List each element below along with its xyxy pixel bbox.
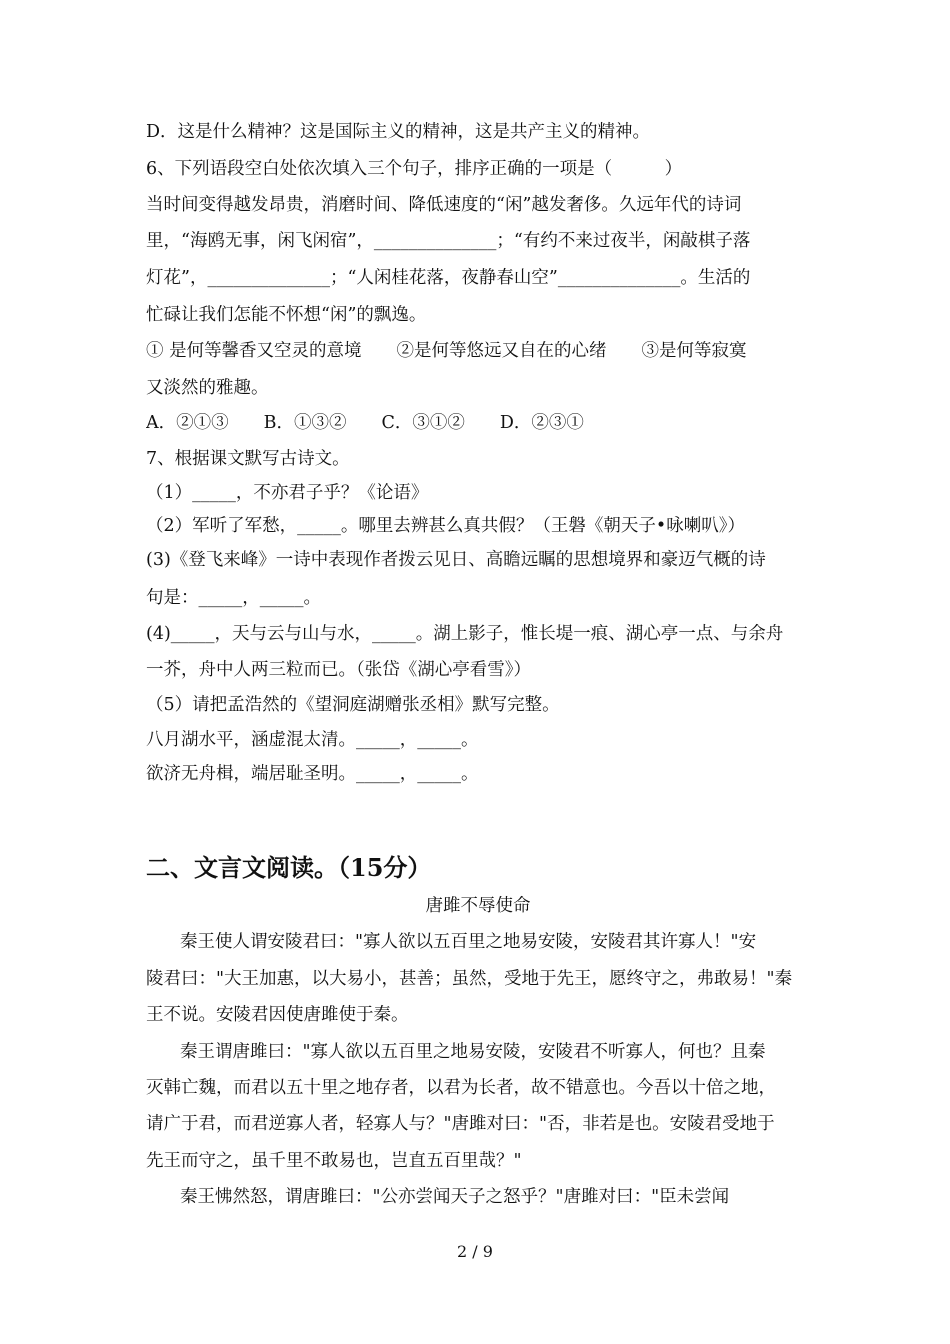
- page-number: 2 / 9: [457, 1242, 493, 1261]
- q5-option-d: D．这是什么精神？这是国际主义的精神，这是共产主义的精神。: [146, 122, 651, 142]
- passage-line: 灭韩亡魏，而君以五十里之地存者，以君为长者，故不错意也。今吾以十倍之地，: [146, 1078, 776, 1098]
- q7-item: 一芥，舟中人两三粒而已。（张岱《湖心亭看雪》）: [146, 660, 531, 680]
- q7-stem: 7、根据课文默写古诗文。: [146, 449, 350, 469]
- q6-passage-line: 里，“海鸥无事，闲飞闲宿”，______________；“有约不来过夜半，闲敲棋子落: [146, 231, 751, 251]
- q7-item: (4)_____，天与云与山与水，_____。湖上影子，惟长堤一痕、湖心亭一点、与余舟: [146, 624, 784, 644]
- section-heading: 二、文言文阅读。（15分）: [146, 853, 432, 882]
- q6-sentences: ① 是何等馨香又空灵的意境 ②是何等悠远又自在的心绪 ③是何等寂寞: [146, 341, 747, 361]
- passage-line: 陵君曰："大王加惠，以大易小，甚善；虽然，受地于先王，愿终守之，弗敢易！"秦: [146, 969, 793, 989]
- q7-item: 八月湖水平，涵虚混太清。_____，_____。: [146, 730, 479, 750]
- q7-item: 句是：_____，_____。: [146, 588, 321, 608]
- q6-sentences: 又淡然的雅趣。: [146, 378, 269, 398]
- passage-line: 秦王使人谓安陵君曰："寡人欲以五百里之地易安陵，安陵君其许寡人！"安: [180, 932, 757, 952]
- passage-line: 先王而守之，虽千里不敢易也，岂直五百里哉？": [146, 1151, 522, 1171]
- passage-line: 秦王怫然怒，谓唐雎曰："公亦尝闻天子之怒乎？"唐雎对曰："臣未尝闻: [180, 1187, 730, 1207]
- q6-stem: 6、下列语段空白处依次填入三个句子，排序正确的一项是（ ）: [146, 159, 683, 179]
- q6-passage-line: 忙碌让我们怎能不怀想“闲”的飘逸。: [146, 305, 427, 325]
- q6-passage-line: 当时间变得越发昂贵，消磨时间、降低速度的“闲”越发奢侈。久远年代的诗词: [146, 195, 742, 215]
- q6-options: A．②①③ B．①③② C．③①② D．②③①: [146, 413, 584, 433]
- q7-item: （2）军听了军愁，_____。哪里去辨甚么真共假？（王磐《朝天子•咏喇叭》）: [146, 516, 745, 536]
- q7-item: 欲济无舟楫，端居耻圣明。_____，_____。: [146, 764, 479, 784]
- q7-item: （1）_____，不亦君子乎？《论语》: [146, 483, 429, 503]
- passage-line: 王不说。安陵君因使唐雎使于秦。: [146, 1005, 409, 1025]
- passage-line: 秦王谓唐雎曰："寡人欲以五百里之地易安陵，安陵君不听寡人，何也？且秦: [180, 1042, 766, 1062]
- passage-title: 唐雎不辱使命: [425, 896, 531, 916]
- q7-item: （5）请把孟浩然的《望洞庭湖赠张丞相》默写完整。: [146, 695, 560, 715]
- q6-passage-line: 灯花”，______________；“人闲桂花落，夜静春山空”______________。生活的: [146, 268, 751, 288]
- q7-item: (3)《登飞来峰》一诗中表现作者拨云见日、高瞻远瞩的思想境界和豪迈气概的诗: [146, 550, 766, 570]
- passage-line: 请广于君，而君逆寡人者，轻寡人与？"唐雎对曰："否，非若是也。安陵君受地于: [146, 1114, 775, 1134]
